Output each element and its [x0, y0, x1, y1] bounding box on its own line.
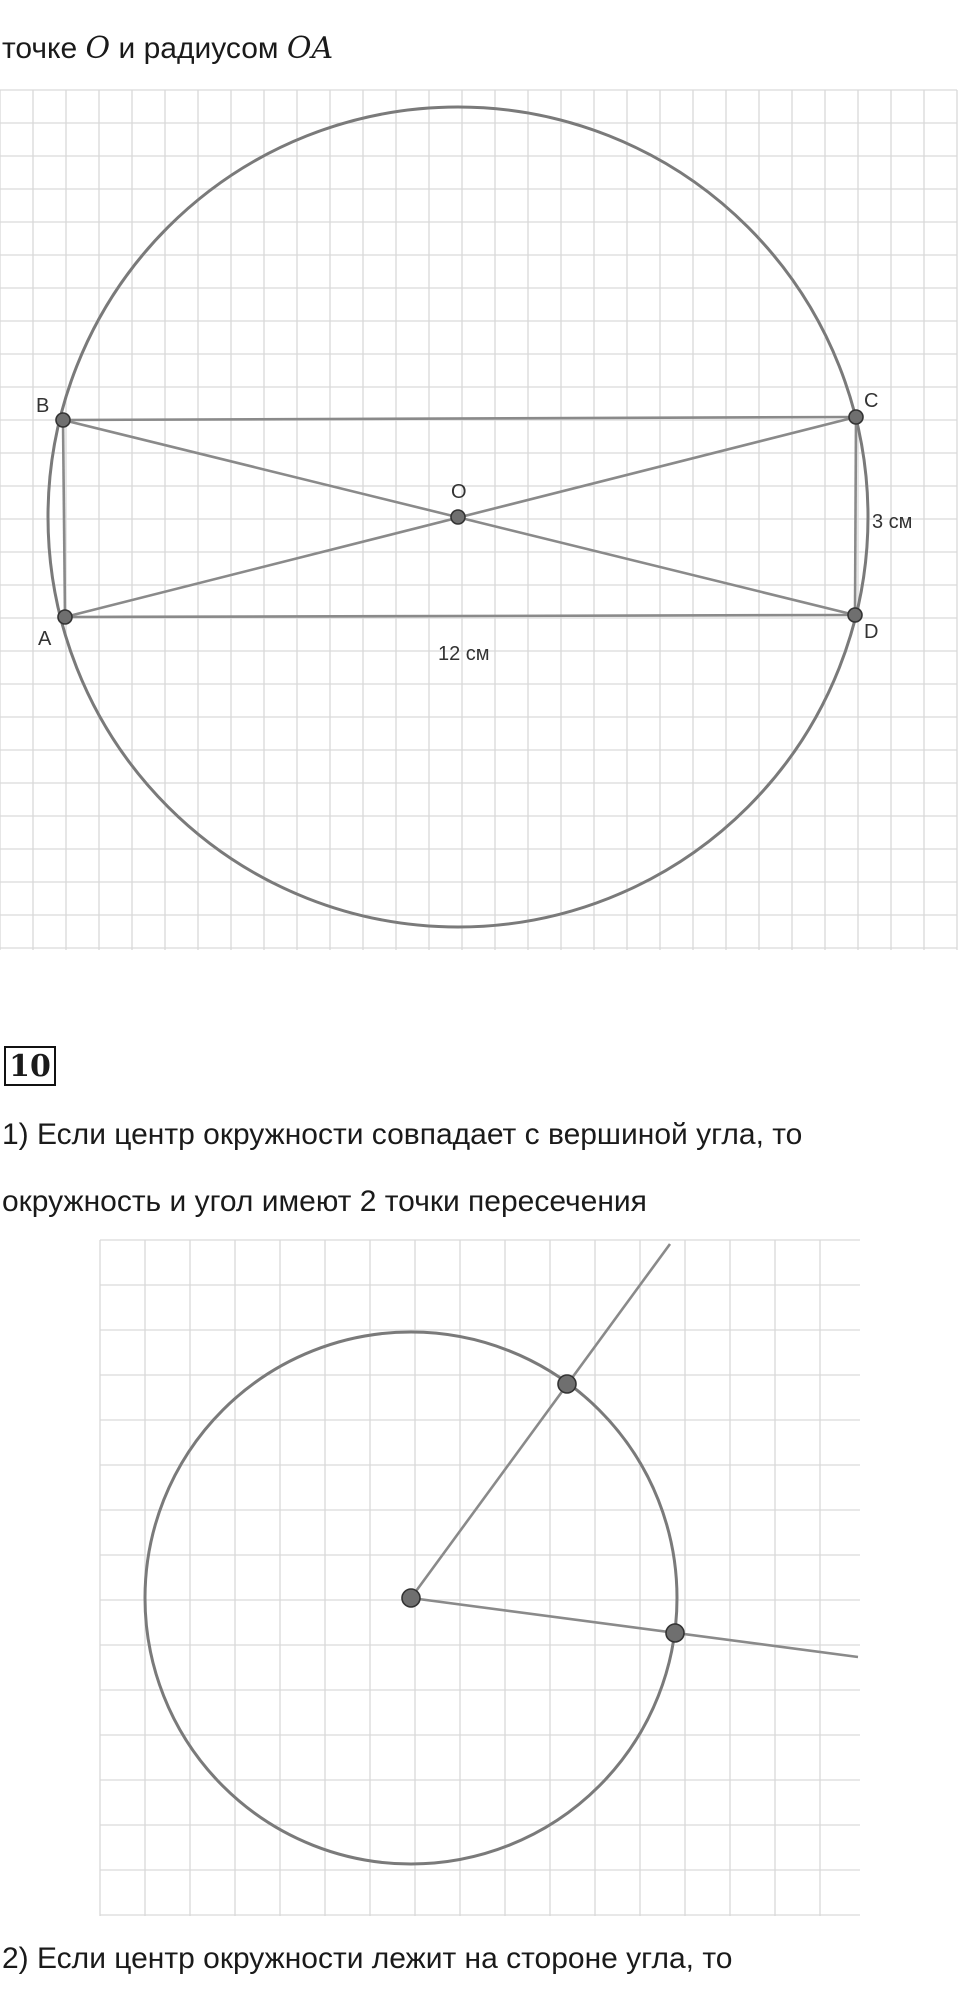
- side-cd: [855, 417, 856, 615]
- intro-line: [2, 31, 334, 66]
- label-c: C: [864, 390, 879, 412]
- point-o: [451, 510, 465, 524]
- label-b: B: [36, 395, 50, 417]
- label-o: O: [451, 481, 467, 503]
- task-item1-line1: 1) Если центр окружности совпадает с вершиной угла, то: [2, 1118, 803, 1151]
- angle-ray-1: [411, 1244, 670, 1598]
- grid-1: [0, 90, 957, 950]
- label-d: D: [864, 621, 879, 643]
- task-item2-line1: 2) Если центр окружности лежит на стороне угла, то: [2, 1942, 733, 1975]
- angle-ray-2: [411, 1598, 858, 1657]
- intro-prefix: точке: [2, 32, 86, 65]
- radius-var: OA: [286, 31, 334, 66]
- figure-angle-circle: [0, 1240, 960, 1920]
- angle-vertex-point: [402, 1589, 420, 1607]
- intersection-point-2: [666, 1624, 684, 1642]
- point-c: [849, 410, 863, 424]
- side-ab: [63, 420, 65, 617]
- label-a: A: [38, 628, 52, 650]
- point-a: [58, 610, 72, 624]
- center-var: O: [85, 31, 111, 66]
- task-item1-line2: окружность и угол имеют 2 точки пересечения: [2, 1185, 647, 1218]
- side-long-length: 12 см: [438, 643, 490, 665]
- point-d: [848, 608, 862, 622]
- intro-middle: и радиусом: [110, 32, 287, 65]
- side-short-length: 3 см: [872, 511, 913, 533]
- intersection-point-1: [558, 1375, 576, 1393]
- side-ad: [65, 615, 855, 617]
- point-b: [56, 413, 70, 427]
- task-number-box: 10: [4, 1046, 56, 1086]
- figure-circle-rectangle: [0, 90, 960, 950]
